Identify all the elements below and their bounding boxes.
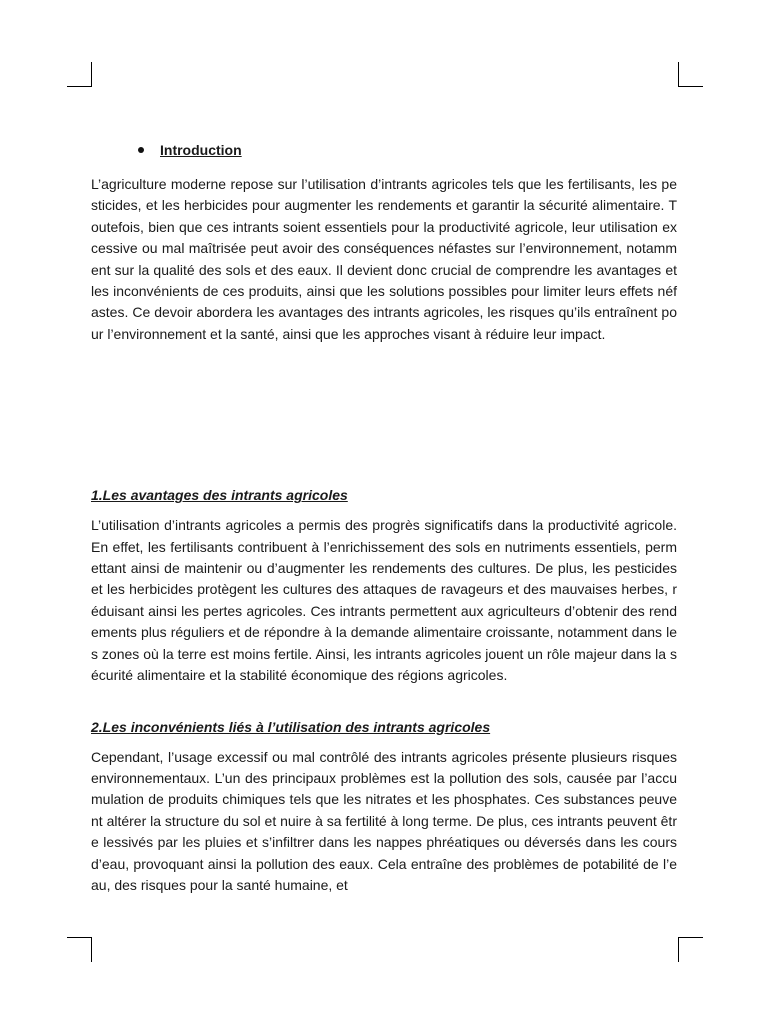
crop-mark-bottom-right <box>678 937 703 962</box>
document-body <box>91 140 677 896</box>
crop-mark-bottom-left <box>67 937 92 962</box>
section-heading-avantages: 1.Les avantages des intrants agricoles <box>91 487 348 504</box>
section-paragraph-avantages: L’utilisation d’intrants agricoles a permis des progrès significatifs dans la productivité agricole. En effet, les fertilisants contribuent à l’enrichissement des sols en nutriments essentiels, permettant ainsi de maintenir ou d’augmenter les rendements des cultures. De plus, les pesticides et les herbicides protègent les cultures des attaques de ravageurs et des mauvaises herbes, réduisant ainsi les pertes agricoles. Ces intrants permettent aux agriculteurs d’obtenir des rendements plus réguliers et de répondre à la demande alimentaire croissante, notamment dans les zones où la terre est moins fertile. Ainsi, les intrants agricoles jouent un rôle majeur dans la sécurité alimentaire et la stabilité économique des régions agricoles. <box>91 517 677 684</box>
section-heading-inconvenients: 2.Les inconvénients liés à l’utilisation des intrants agricoles <box>91 718 491 735</box>
section-paragraph-inconvenients: Cependant, l’usage excessif ou mal contrôlé des intrants agricoles présente plusieurs risques environnementaux. L’un des principaux problèmes est la pollution des sols, causée par l’accumulation de produits chimiques tels que les nitrates et les phosphates. Ces substances peuvent altérer la structure du sol et nuire à sa fertilité à long terme. De plus, ces intrants peuvent être lessivés par les pluies et s’infiltrer dans les nappes phréatiques ou déversés dans les cours d’eau, provoquant ainsi la pollution des eaux. Cela entraîne des problèmes de potabilité de l’eau, des risques pour la santé humaine, et <box>91 748 677 893</box>
crop-mark-top-left <box>67 62 92 87</box>
introduction-paragraph: L’agriculture moderne repose sur l’utilisation d’intrants agricoles tels que les fertilisants, les pesticides, et les herbicides pour augmenter les rendements et garantir la sécurité alimentaire. Toutefois, bien que ces intrants soient essentiels pour la productivité agricole, leur utilisation excessive ou mal maîtrisée peut avoir des conséquences néfastes sur l’environnement, notamment sur la qualité des sols et des eaux. Il devient donc crucial de comprendre les avantages et les inconvénients de ces produits, ainsi que les solutions possibles pour limiter leurs effets néfastes. Ce devoir abordera les avantages des intrants agricoles, les risques qu’ils entraînent pour l’environnement et la santé, ainsi que les approches visant à réduire leur impact. <box>91 176 677 342</box>
introduction-heading-label: Introduction <box>160 142 242 158</box>
introduction-heading <box>138 140 677 160</box>
crop-mark-top-right <box>678 62 703 87</box>
bullet-icon <box>138 147 144 153</box>
